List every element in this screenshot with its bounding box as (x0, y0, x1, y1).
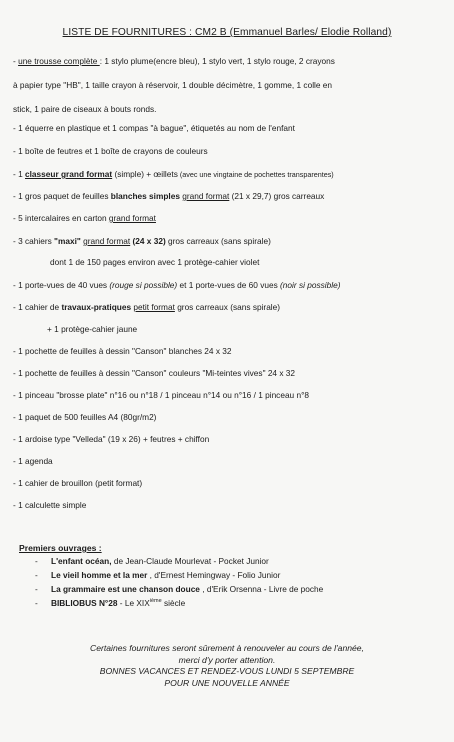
item-text: - 1 porte-vues de 40 vues (13, 280, 110, 290)
books-list (35, 556, 323, 612)
list-item: - 1 pinceau "brosse plate" n°16 ou n°18 / 1 pinceau n°14 ou n°16 / 1 pinceau n°8 (13, 390, 310, 400)
list-item (13, 169, 334, 179)
footer-line: merci d'y porter attention. (178, 654, 276, 665)
item-bold-text: "maxi" (54, 236, 81, 246)
list-item: - 1 équerre en plastique et 1 compas "à bague", étiquetés au nom de l'enfant (13, 123, 295, 133)
item-text: gros carreaux (sans spirale) (165, 236, 271, 246)
footer-note (0, 643, 454, 689)
book-superscript: ième (149, 598, 162, 605)
footer-line: BONNES VACANCES ET RENDEZ-VOUS LUNDI 5 SEPTEMBRE (99, 666, 355, 677)
item-underlined-text: grand format (83, 236, 131, 246)
item-underlined-text: une trousse complète (18, 56, 100, 66)
book-title: BIBLIOBUS N°28 (51, 598, 118, 608)
item-italic-text: (rouge si possible) (109, 280, 178, 290)
item-underlined-text: grand format (182, 191, 230, 201)
list-item-continuation: à papier type "HB", 1 taille crayon à réservoir, 1 double décimètre, 1 gomme, 1 colle en (13, 80, 333, 90)
list-item (13, 213, 156, 223)
book-item (35, 598, 323, 612)
book-item (35, 570, 323, 584)
list-item-subline: dont 1 de 150 pages environ avec 1 protège-cahier violet (50, 257, 260, 267)
footer-line: Certaines fournitures seront sûrement à renouveler au cours de l'année, (90, 643, 364, 653)
list-item: - 1 paquet de 500 feuilles A4 (80gr/m2) (13, 412, 157, 422)
item-underlined-text: petit format (133, 302, 175, 312)
list-item: - 1 ardoise type "Velleda" (19 x 26) + feutres + chiffon (13, 434, 210, 444)
item-bold-text: travaux-pratiques (61, 302, 132, 312)
book-dash: - (35, 556, 38, 566)
list-item (13, 56, 335, 66)
list-item-continuation: stick, 1 paire de ciseaux à bouts ronds. (13, 104, 157, 114)
book-title: L'enfant océan, (51, 556, 112, 566)
item-text: - 1 (13, 169, 25, 179)
book-title: Le vieil homme et la mer (51, 570, 148, 580)
item-underlined-text: classeur grand format (25, 169, 113, 179)
book-details: - Le XIX (117, 598, 150, 608)
item-text: - 3 cahiers (13, 236, 55, 246)
list-item (13, 280, 340, 290)
item-underlined-text: grand format (108, 213, 156, 223)
item-italic-text: (noir si possible) (280, 280, 341, 290)
item-text: - (13, 56, 19, 66)
book-details: , d'Erik Orsenna - Livre de poche (199, 584, 324, 594)
item-text: - 1 gros paquet de feuilles (13, 191, 111, 201)
item-text: - 1 cahier de (13, 302, 62, 312)
book-dash: - (35, 570, 38, 580)
list-item (13, 302, 280, 312)
list-item: - 1 agenda (13, 456, 53, 466)
item-text: : 1 stylo plume(encre bleu), 1 stylo vert, 1 stylo rouge, 2 crayons (99, 56, 335, 66)
book-item (35, 584, 323, 598)
list-item: - 1 pochette de feuilles à dessin "Canson" couleurs "Mi-teintes vives" 24 x 32 (13, 368, 296, 378)
page-title: LISTE DE FOURNITURES : CM2 B (Emmanuel Barles/ Elodie Rolland) (62, 27, 392, 38)
item-text: (simple) + œillets (112, 169, 178, 179)
list-item: - 1 cahier de brouillon (petit format) (13, 478, 143, 488)
item-bold-text: (24 x 32) (130, 236, 166, 246)
list-item (13, 236, 271, 246)
book-dash: - (35, 598, 38, 608)
item-text: gros carreaux (sans spirale) (174, 302, 281, 312)
book-details: siècle (161, 598, 186, 608)
list-item-subline: + 1 protège-cahier jaune (47, 324, 138, 334)
list-item (13, 191, 324, 201)
item-text: (21 x 29,7) gros carreaux (229, 191, 325, 201)
book-details: , d'Ernest Hemingway - Folio Junior (147, 570, 281, 580)
list-item: - 1 pochette de feuilles à dessin "Canson" blanches 24 x 32 (13, 346, 232, 356)
item-note: (avec une vingtaine de pochettes transparentes) (177, 170, 334, 179)
item-text: - 5 intercalaires en carton (13, 213, 109, 223)
item-bold-text: blanches simples (110, 191, 180, 201)
book-dash: - (35, 584, 38, 594)
book-details: de Jean-Claude Mourlevat - Pocket Junior (111, 556, 269, 566)
book-title: La grammaire est une chanson douce (51, 584, 200, 594)
footer-line: POUR UNE NOUVELLE ANNÉE (164, 677, 290, 688)
list-item: - 1 boîte de feutres et 1 boîte de crayons de couleurs (13, 146, 208, 156)
books-heading: Premiers ouvrages : (19, 543, 102, 553)
book-item (35, 556, 323, 570)
list-item: - 1 calculette simple (13, 500, 87, 510)
item-text: et 1 porte-vues de 60 vues (177, 280, 281, 290)
